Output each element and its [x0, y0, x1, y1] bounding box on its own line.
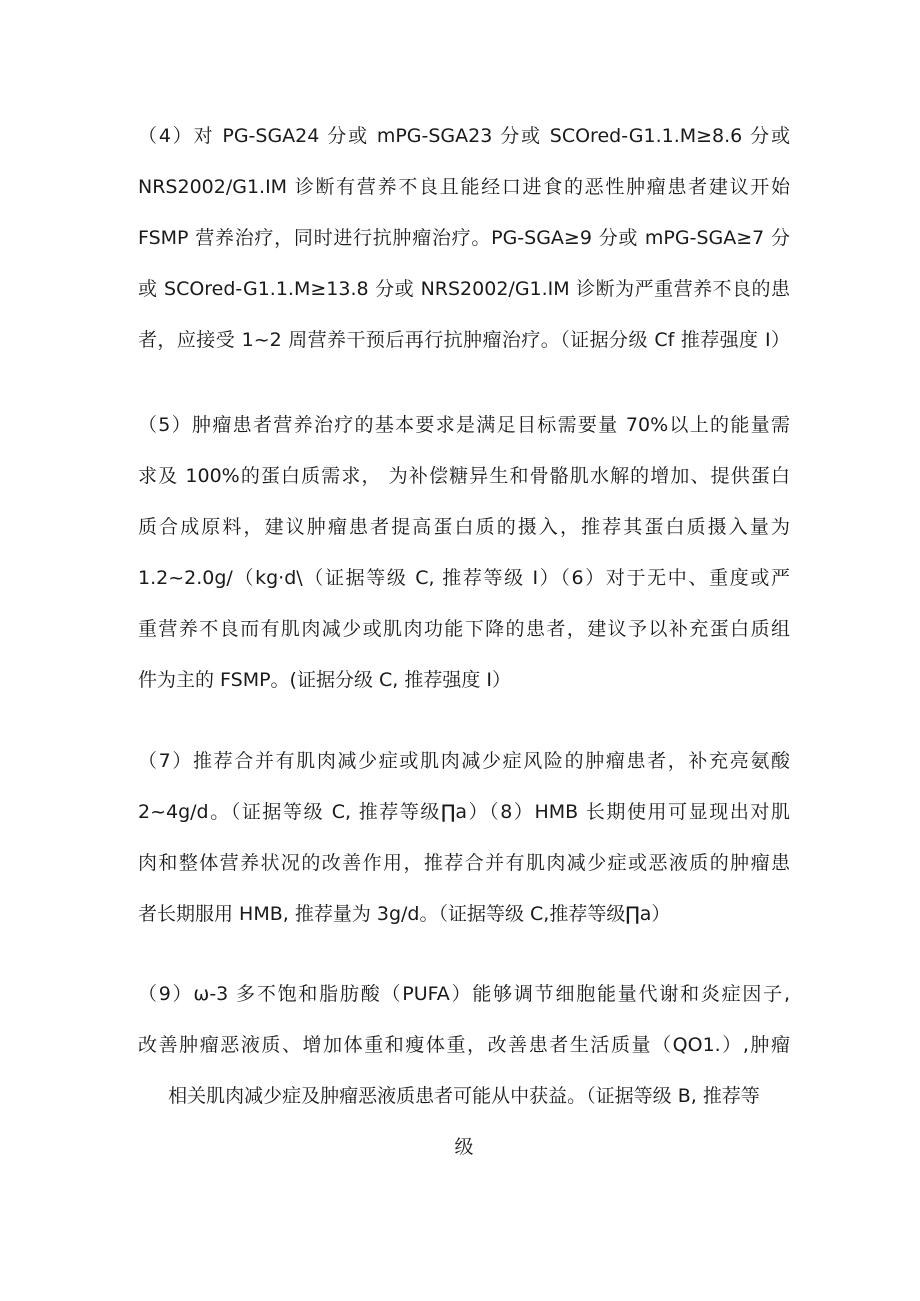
paragraph-7	[138, 736, 790, 940]
text-line: 2~4g/d。（证据等级 C, 推荐等级∏a）（8）HMB 长期使用可显现出对肌	[138, 801, 790, 823]
text-line: 求及 100%的蛋白质需求， 为补偿糖异生和骨骼肌水解的增加、提供蛋白	[138, 465, 790, 487]
text-line: （7）推荐合并有肌肉减少症或肌肉减少症风险的肿瘤患者，补充亮氨酸	[138, 750, 790, 772]
text-line: 级	[454, 1136, 474, 1158]
text-line: 重营养不良而有肌肉减少或肌肉功能下降的患者，建议予以补充蛋白质组	[138, 618, 790, 640]
text-line: 改善肿瘤恶液质、增加体重和瘦体重，改善患者生活质量（QO1.）,肿瘤	[138, 1034, 790, 1056]
text-line: （4）对 PG-SGA24 分或 mPG-SGA23 分或 SCOred-G1.1.M≥8.6 分或	[138, 125, 790, 147]
text-line: （5）肿瘤患者营养治疗的基本要求是满足目标需要量 70%以上的能量需	[138, 414, 790, 436]
paragraph-4	[138, 111, 790, 366]
paragraph-9	[138, 969, 790, 1173]
text-line: 或 SCOred-G1.1.M≥13.8 分或 NRS2002/G1.IM 诊断为严重营养不良的患	[138, 278, 790, 300]
text-line: 1.2~2.0g/（kg·d\（证据等级 C, 推荐等级 I）（6）对于无中、重度或严	[138, 567, 790, 589]
text-line: FSMP 营养治疗，同时进行抗肿瘤治疗。PG-SGA≥9 分或 mPG-SGA≥7 分	[138, 227, 790, 249]
paragraph-5	[138, 400, 790, 706]
text-line: 相关肌肉减少症及肿瘤恶液质患者可能从中获益。（证据等级 B, 推荐等	[168, 1085, 760, 1107]
text-line: 质合成原料，建议肿瘤患者提高蛋白质的摄入，推荐其蛋白质摄入量为	[138, 516, 790, 538]
text-line: 者长期服用 HMB, 推荐量为 3g/d。（证据等级 C,推荐等级∏a）	[138, 903, 671, 925]
text-line: 肉和整体营养状况的改善作用，推荐合并有肌肉减少症或恶液质的肿瘤患	[138, 852, 790, 874]
text-line: 件为主的 FSMP。(证据分级 C, 推荐强度 I）	[138, 669, 511, 691]
text-line: NRS2002/G1.IM 诊断有营养不良且能经口进食的恶性肿瘤患者建议开始	[138, 176, 790, 198]
text-line: 者，应接受 1~2 周营养干预后再行抗肿瘤治疗。（证据分级 Cf 推荐强度 I）	[138, 329, 790, 351]
text-line: （9）ω-3 多不饱和脂肪酸（PUFA）能够调节细胞能量代谢和炎症因子,	[138, 983, 790, 1005]
